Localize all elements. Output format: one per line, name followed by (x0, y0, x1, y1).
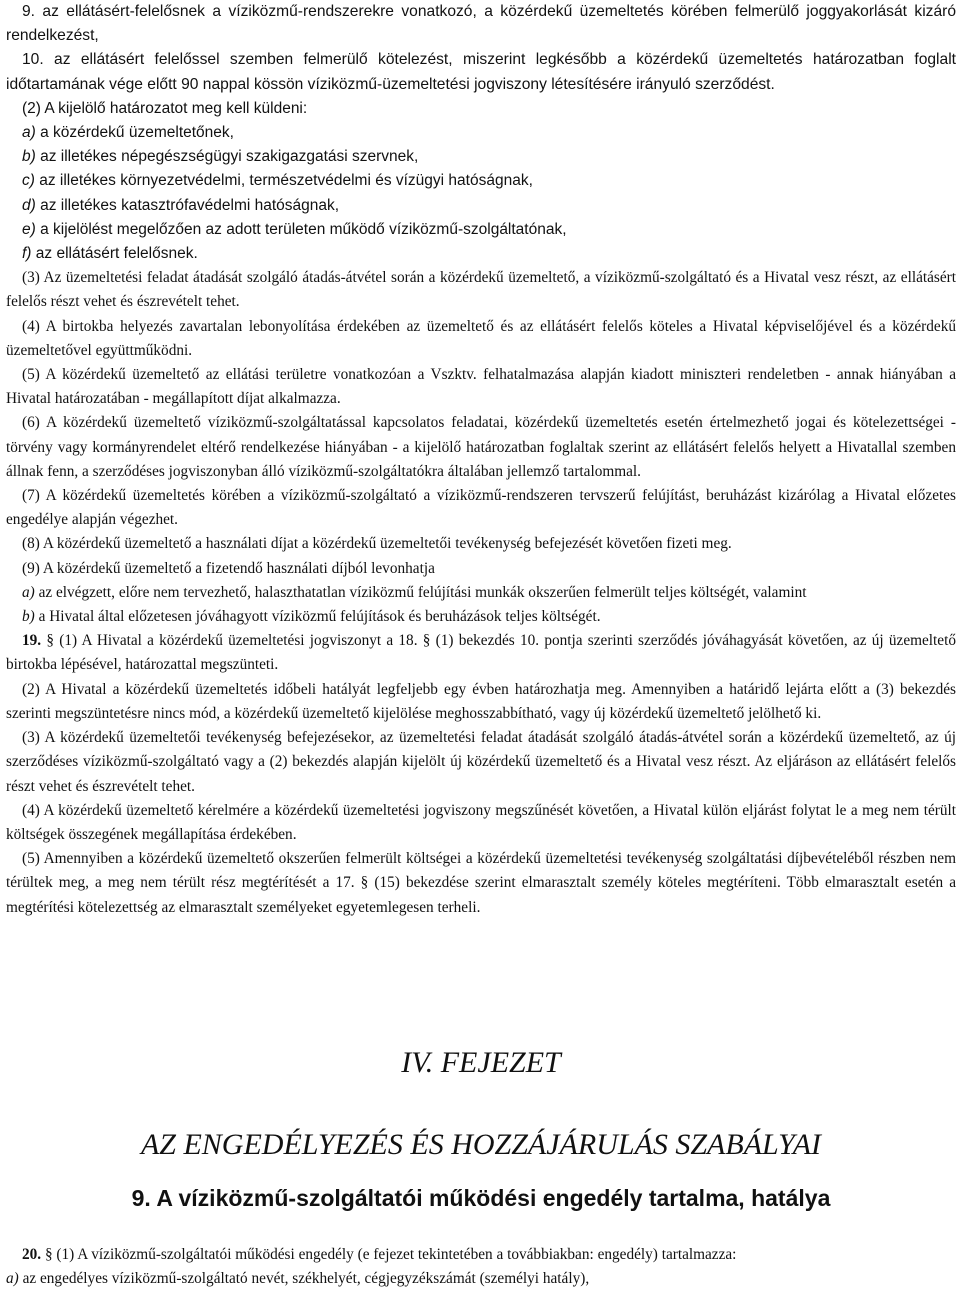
section-19-para-1 (6, 629, 956, 677)
section-19-para-3: (3) A közérdekű üzemeltetői tevékenység befejezésekor, az üzemeltetési feladat átadását szolgáló átadás-átvétel során a közérdekű üzemeltető, az új szerződéses víziközmű-szolgáltató vagy a (2) bekezdés alapján kijelölt új közérdekű üzemeltető és a Hivatal vesz részt. Az eljáráson az ellátásért felelős részt vehet és észrevételt tehet. (6, 729, 956, 795)
section-19-para-4: (4) A közérdekű üzemeltető kérelmére a közérdekű üzemeltetési jogviszony megszűnését követően, a Hivatal külön eljárást folytat le a meg nem térült költségek összegének megállapítása érdekében. (6, 801, 956, 843)
para-2-item-b (6, 145, 956, 169)
list-text: a közérdekű üzemeltetőnek, (35, 124, 234, 142)
section-19-para-5: (5) Amennyiben a közérdekű üzemeltető okszerűen felmerült költségei a közérdekű üzemeltetési tevékenység szolgáltatási díjbevételéből részben nem térültek meg, a meg nem térült rész megtérítését a 17. § (15) bekezdése szerint elmarasztalt személy köteles megtéríteni. Több elmarasztalt esetén a megtérítési kötelezettség az elmarasztalt személyeket egyetemlegesen terheli. (6, 850, 956, 916)
list-letter: a) (22, 124, 36, 142)
para-4: (4) A birtokba helyezés zavartalan lebonyolítása érdekében az üzemeltető és az ellátásért felelős köteles a Hivatal képviselőjével és a közérdekű üzemeltetővel együttműködni. (6, 317, 956, 359)
section-text: § (1) A víziközmű-szolgáltatói működési engedély (e fejezet tekintetében a továbbiakban: engedély) tartalmazza: (41, 1246, 737, 1263)
para-3: (3) Az üzemeltetési feladat átadását szolgáló átadás-átvétel során a közérdekű üzemeltető, a víziközmű-szolgáltató és a Hivatal vesz részt, az ellátásért felelős részt vehet és észrevételt tehet. (6, 269, 956, 311)
list-letter: c) (22, 172, 35, 190)
list-text: az illetékes népegészségügyi szakigazgatási szervnek, (35, 148, 419, 166)
section-20-para-1 (6, 1243, 956, 1267)
chapter-title: AZ ENGEDÉLYEZÉS ÉS HOZZÁJÁRULÁS SZABÁLYAI (140, 1128, 822, 1161)
list-text: az illetékes katasztrófavédelmi hatóságnak, (35, 196, 340, 214)
section-20-item-a (6, 1267, 956, 1291)
para-9-item-b (6, 605, 956, 629)
list-letter: d) (22, 196, 36, 214)
para-6: (6) A közérdekű üzemeltető víziközmű-szolgáltatással kapcsolatos feladatai, közérdekű üzemeltetés esetén értelmezhető jogai és kötelezettségei - törvény vagy kormányrendelet eltérő rendelkezése hiányában - a kijelölő határozatban foglaltak szerint az ellátásért felelős helyett a Hivatallal szemben állnak fenn, a szerződéses jogviszonyban álló víziközmű-szolgáltatókra általában jellemző tartalommal. (6, 414, 956, 480)
para-2-item-c (6, 169, 956, 193)
item-10: 10. az ellátásért felelőssel szemben felmerülő kötelezést, miszerint legkésőbb a közérdekű üzemeltetés határozatban foglalt időtartamának vége előtt 90 nappal kössön víziközmű-üzemeltetési jogviszony létesítésére irányuló szerződést. (6, 51, 956, 93)
para-2-intro: (2) A kijelölő határozatot meg kell küldeni: (22, 99, 308, 117)
list-text: az ellátásért felelősnek. (31, 245, 198, 263)
list-letter: f) (22, 245, 32, 263)
para-9: (9) A közérdekű üzemeltető a fizetendő használati díjból levonhatja (22, 559, 435, 577)
para-5: (5) A közérdekű üzemeltető az ellátási területre vonatkozóan a Vszktv. felhatalmazása alapján kiadott miniszteri rendeletben - annak hiányában a Hivatal határozatában - megállapított díjat alkalmazza. (6, 366, 956, 408)
para-2-item-f (6, 242, 956, 266)
para-2-item-e (6, 218, 956, 242)
section-number: 20. (22, 1246, 42, 1263)
para-2-item-d (6, 194, 956, 218)
document-page (6, 0, 956, 1288)
chapter-number: IV. FEJEZET (401, 1046, 561, 1079)
section-20 (6, 1243, 956, 1291)
para-9-item-a (6, 581, 956, 605)
list-text: a Hivatal által előzetesen jóváhagyott víziközmű felújítások és beruházások teljes költségét. (34, 608, 601, 626)
list-letter: b) (22, 148, 36, 166)
section-number: 19. (22, 632, 42, 650)
list-text: az engedélyes víziközmű-szolgáltató nevét, székhelyét, cégjegyzékszámát (személyi hatály), (18, 1270, 590, 1288)
para-2-item-a (6, 121, 956, 145)
para-8: (8) A közérdekű üzemeltető a használati díjat a közérdekű üzemeltetői tevékenység befejezését követően fizeti meg. (22, 535, 732, 553)
section-text: § (1) A Hivatal a közérdekű üzemeltetési jogviszonyt a 18. § (1) bekezdés 10. pontja szerinti szerződés jóváhagyását követően, az új üzemeltető birtokba lépésével, határozattal megszünteti. (6, 632, 956, 674)
list-letter: a) (22, 583, 35, 601)
list-text: a kijelölést megelőzően az adott területen működő víziközmű-szolgáltatónak, (35, 220, 567, 238)
list-text: az illetékes környezetvédelmi, természetvédelmi és vízügyi hatóságnak, (34, 172, 533, 190)
subchapter-title: 9. A víziközmű-szolgáltatói működési engedély tartalma, hatálya (131, 1185, 831, 1211)
list-letter: b) (22, 608, 35, 626)
list-letter: a) (6, 1270, 19, 1288)
list-letter: e) (22, 220, 36, 238)
para-7: (7) A közérdekű üzemeltetés körében a víziközmű-szolgáltató a víziközmű-rendszeren tervszerű felújítást, beruházást kizárólag a Hivatal előzetes engedélye alapján végezhet. (6, 487, 956, 529)
list-text: az elvégzett, előre nem tervezhető, halaszthatatlan víziközmű felújítási munkák okszerűen felmerült teljes költségét, valamint (34, 583, 807, 601)
section-19-para-2: (2) A Hivatal a közérdekű üzemeltetés időbeli hatályát legfeljebb egy évben határozhatja meg. Amennyiben a határidő lejárta előtt a (3) bekezdés szerinti megszüntetésre nincs mód, a közérdekű üzemeltető kijelölése meghosszabbítható, vagy új közérdekű üzemeltető jelölhető ki. (6, 680, 956, 722)
item-9: 9. az ellátásért-felelősnek a víziközmű-rendszerekre vonatkozó, a közérdekű üzemeltetés körében felmerülő joggyakorlását kizáró rendelkezést, (6, 3, 956, 45)
